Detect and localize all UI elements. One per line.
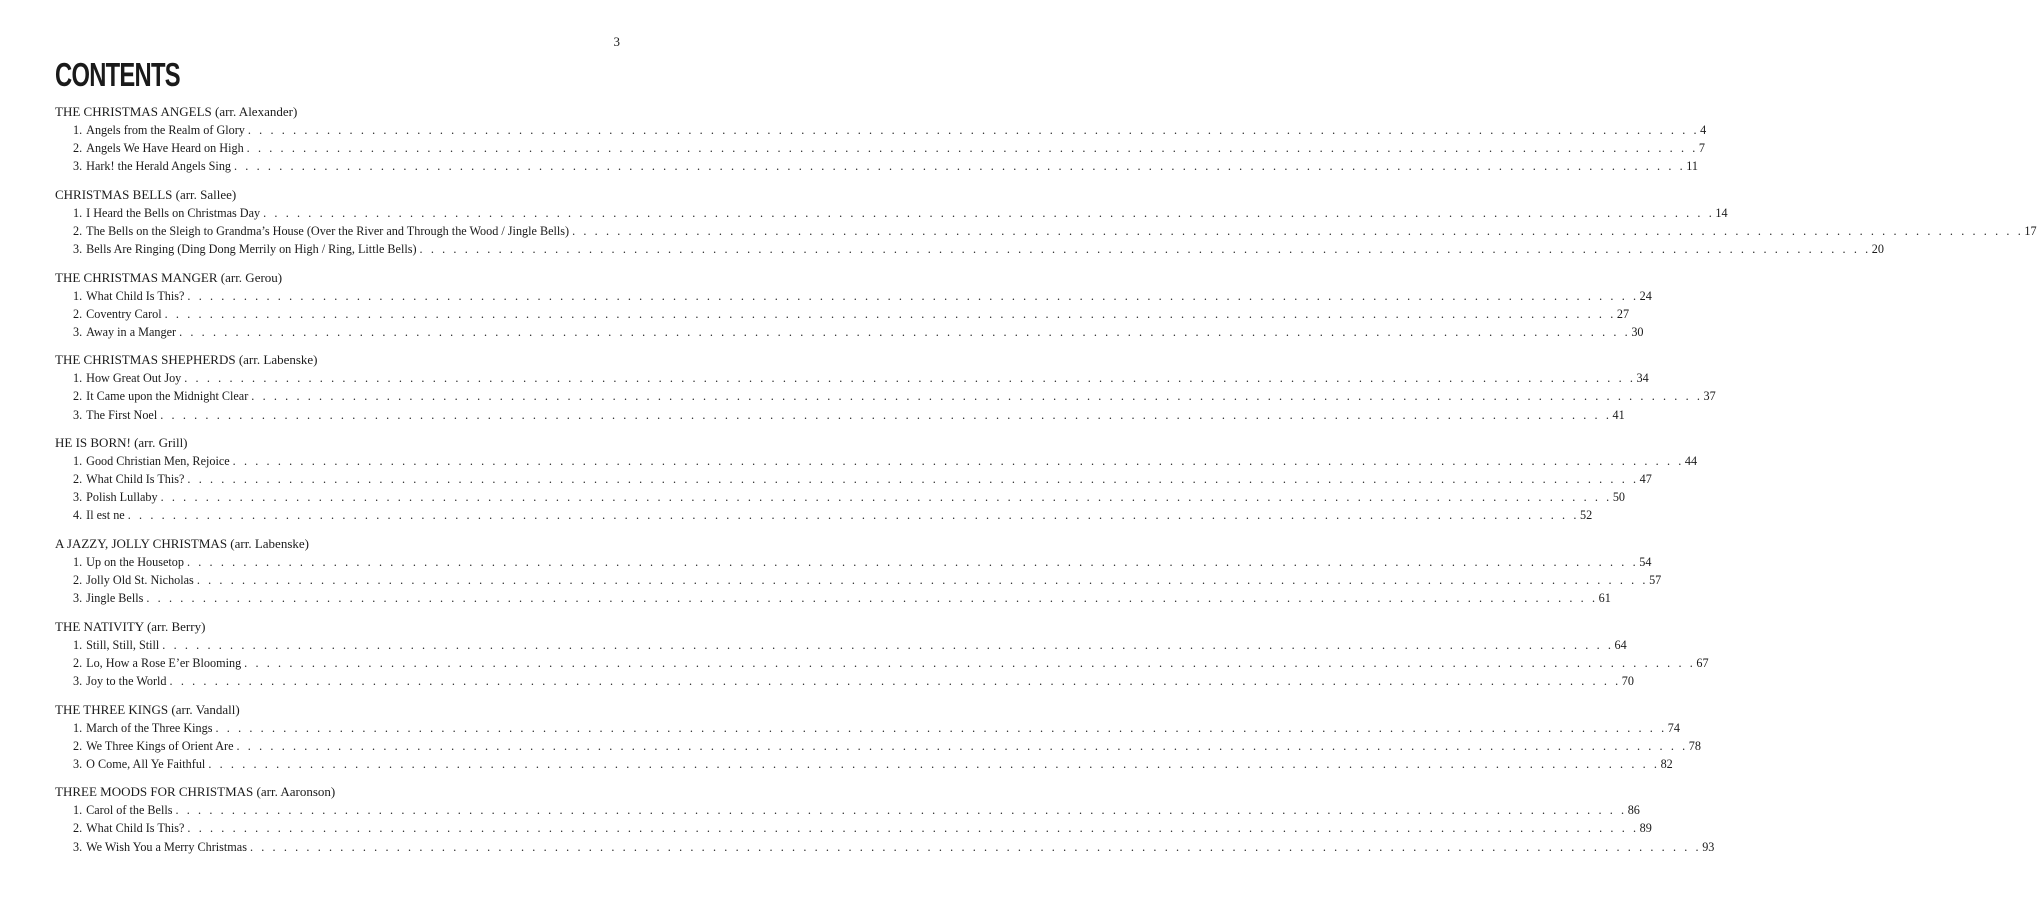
- entry-title: It Came upon the Midnight Clear: [86, 389, 249, 404]
- section-title: THE CHRISTMAS SHEPHERDS (arr. Labenske): [55, 352, 318, 368]
- entry-page: 30: [1631, 324, 1644, 339]
- section-title: CHRISTMAS BELLS (arr. Sallee): [55, 186, 237, 202]
- toc-entry[interactable]: [55, 737, 1701, 755]
- entry-page: 64: [1614, 637, 1627, 652]
- dot-leader: . . . . . . . . . . . . . . . . . . . . . . . . . . . . . . . . . . . . . . . . . . . . . . . . . . . . . . . . . . . . . . . . . . . . . . . . . . . . . . . . . . . . . . . . . . . . . . . . . . . . . . . . . . . . . . . . . . . . . . . . . . . . . . . . .: [263, 205, 1715, 220]
- entry-title: Hark! the Herald Angels Sing: [86, 159, 232, 174]
- dot-leader: . . . . . . . . . . . . . . . . . . . . . . . . . . . . . . . . . . . . . . . . . . . . . . . . . . . . . . . . . . . . . . . . . . . . . . . . . . . . . . . . . . . . . . . . . . . . . . . . . . . . . . . . . . . . . . . . . . . . . . . . . . . . . . . . .: [187, 288, 1639, 303]
- entry-page: 34: [1636, 371, 1649, 386]
- entry-number: 1.: [73, 205, 83, 220]
- toc-entry[interactable]: [55, 838, 1715, 856]
- entry-page: 37: [1703, 389, 1716, 404]
- entry-number: 1.: [73, 454, 83, 469]
- entry-page: 78: [1688, 738, 1701, 753]
- entry-title: March of the Three Kings: [86, 720, 213, 735]
- toc-entry[interactable]: [55, 287, 1652, 305]
- entry-page: 82: [1660, 756, 1673, 771]
- dot-leader: . . . . . . . . . . . . . . . . . . . . . . . . . . . . . . . . . . . . . . . . . . . . . . . . . . . . . . . . . . . . . . . . . . . . . . . . . . . . . . . . . . . . . . . . . . . . . . . . . . . . . . . . . . . . . . . . . . . . . . . . . . . . . . . . .: [215, 720, 1667, 735]
- entry-title: What Child Is This?: [86, 288, 185, 303]
- dot-leader: . . . . . . . . . . . . . . . . . . . . . . . . . . . . . . . . . . . . . . . . . . . . . . . . . . . . . . . . . . . . . . . . . . . . . . . . . . . . . . . . . . . . . . . . . . . . . . . . . . . . . . . . . . . . . . . . . . . . . . . . . . . . . . . . .: [249, 839, 1702, 854]
- toc-section: [55, 701, 1701, 773]
- entry-title: Still, Still, Still: [86, 637, 160, 652]
- dot-leader: . . . . . . . . . . . . . . . . . . . . . . . . . . . . . . . . . . . . . . . . . . . . . . . . . . . . . . . . . . . . . . . . . . . . . . . . . . . . . . . . . . . . . . . . . . . . . . . . . . . . . . . . . . . . . . . . . . . . . . . . . . . . . . . . .: [169, 673, 1621, 688]
- entry-number: 2.: [73, 738, 83, 753]
- dot-leader: . . . . . . . . . . . . . . . . . . . . . . . . . . . . . . . . . . . . . . . . . . . . . . . . . . . . . . . . . . . . . . . . . . . . . . . . . . . . . . . . . . . . . . . . . . . . . . . . . . . . . . . . . . . . . . . . . . . . . . . . . . . . . . . . .: [187, 472, 1639, 487]
- entry-page: 61: [1598, 591, 1611, 606]
- dot-leader: . . . . . . . . . . . . . . . . . . . . . . . . . . . . . . . . . . . . . . . . . . . . . . . . . . . . . . . . . . . . . . . . . . . . . . . . . . . . . . . . . . . . . . . . . . . . . . . . . . . . . . . . . . . . . . . . . . . . . . . . . . . . . . . . .: [244, 655, 1696, 670]
- entry-title: What Child Is This?: [86, 472, 185, 487]
- toc-entry[interactable]: [55, 204, 1728, 222]
- entry-number: 1.: [73, 371, 83, 386]
- section-title: THE CHRISTMAS MANGER (arr. Gerou): [55, 269, 283, 285]
- entry-page: 47: [1639, 472, 1652, 487]
- entry-page: 4: [1700, 123, 1707, 137]
- entry-number: 1.: [73, 637, 83, 652]
- dot-leader: . . . . . . . . . . . . . . . . . . . . . . . . . . . . . . . . . . . . . . . . . . . . . . . . . . . . . . . . . . . . . . . . . . . . . . . . . . . . . . . . . . . . . . . . . . . . . . . . . . . . . . . . . . . . . . . . . . . . . . . . . . . . . . . . .: [247, 123, 1700, 137]
- dot-leader: . . . . . . . . . . . . . . . . . . . . . . . . . . . . . . . . . . . . . . . . . . . . . . . . . . . . . . . . . . . . . . . . . . . . . . . . . . . . . . . . . . . . . . . . . . . . . . . . . . . . . . . . . . . . . . . . . . . . . . . . . . . . . . . . .: [251, 389, 1703, 404]
- entry-number: 1.: [73, 123, 83, 137]
- toc-section: [55, 783, 1715, 855]
- entry-number: 3.: [73, 839, 83, 854]
- toc-entry[interactable]: [55, 369, 1649, 387]
- entry-page: 11: [1686, 159, 1699, 174]
- toc-entry[interactable]: [55, 139, 1706, 157]
- entry-title: Up on the Housetop: [86, 555, 184, 569]
- entry-number: 4.: [73, 508, 83, 523]
- table-of-contents: [55, 103, 2037, 866]
- entry-page: 44: [1684, 454, 1698, 469]
- entry-title: O Come, All Ye Faithful: [86, 756, 206, 771]
- section-title: THE THREE KINGS (arr. Vandall): [55, 701, 240, 717]
- toc-entry[interactable]: [55, 719, 1680, 737]
- dot-leader: . . . . . . . . . . . . . . . . . . . . . . . . . . . . . . . . . . . . . . . . . . . . . . . . . . . . . . . . . . . . . . . . . . . . . . . . . . . . . . . . . . . . . . . . . . . . . . . . . . . . . . . . . . . . . . . . . . . . . . . . . . . . . . . . .: [146, 591, 1598, 606]
- entry-title: We Three Kings of Orient Are: [86, 738, 234, 753]
- toc-section: [55, 434, 1698, 524]
- entry-title: Lo, How a Rose E’er Blooming: [86, 655, 242, 670]
- toc-entry[interactable]: [55, 470, 1652, 488]
- toc-section: [55, 535, 1662, 607]
- toc-entry[interactable]: [55, 654, 1709, 672]
- toc-entry[interactable]: [55, 240, 1884, 258]
- dot-leader: . . . . . . . . . . . . . . . . . . . . . . . . . . . . . . . . . . . . . . . . . . . . . . . . . . . . . . . . . . . . . . . . . . . . . . . . . . . . . . . . . . . . . . . . . . . . . . . . . . . . . . . . . . . . . . . . . . . . . . . . . . . . . . . . .: [160, 407, 1612, 422]
- dot-leader: . . . . . . . . . . . . . . . . . . . . . . . . . . . . . . . . . . . . . . . . . . . . . . . . . . . . . . . . . . . . . . . . . . . . . . . . . . . . . . . . . . . . . . . . . . . . . . . . . . . . . . . . . . . . . . . . . . . . . . . . . . . . . . . . .: [196, 573, 1649, 588]
- entry-title: Good Christian Men, Rejoice: [86, 454, 230, 469]
- entry-page: 41: [1612, 407, 1625, 422]
- entry-title: I Heard the Bells on Christmas Day: [86, 205, 261, 220]
- toc-entry[interactable]: [55, 157, 1699, 175]
- entry-title: Jingle Bells: [86, 591, 144, 606]
- toc-entry[interactable]: [55, 571, 1662, 589]
- page-number: 3: [613, 34, 620, 49]
- toc-section: [55, 618, 1709, 690]
- entry-title: How Great Out Joy: [86, 371, 182, 386]
- entry-number: 3.: [73, 407, 83, 422]
- toc-entry[interactable]: [55, 222, 2037, 240]
- entry-page: 93: [1702, 839, 1715, 854]
- entry-title: The First Noel: [86, 407, 158, 422]
- entry-title: Jolly Old St. Nicholas: [86, 573, 194, 588]
- dot-leader: . . . . . . . . . . . . . . . . . . . . . . . . . . . . . . . . . . . . . . . . . . . . . . . . . . . . . . . . . . . . . . . . . . . . . . . . . . . . . . . . . . . . . . . . . . . . . . . . . . . . . . . . . . . . . . . . . . . . . . . . . . . . . . . . .: [184, 371, 1636, 386]
- entry-title: The Bells on the Sleigh to Grandma’s House (Over the River and Through the Wood / Jingle Bells): [86, 223, 570, 238]
- dot-leader: . . . . . . . . . . . . . . . . . . . . . . . . . . . . . . . . . . . . . . . . . . . . . . . . . . . . . . . . . . . . . . . . . . . . . . . . . . . . . . . . . . . . . . . . . . . . . . . . . . . . . . . . . . . . . . . . . . . . . . . . . . . . . . . . .: [186, 555, 1639, 569]
- dot-leader: . . . . . . . . . . . . . . . . . . . . . . . . . . . . . . . . . . . . . . . . . . . . . . . . . . . . . . . . . . . . . . . . . . . . . . . . . . . . . . . . . . . . . . . . . . . . . . . . . . . . . . . . . . . . . . . . . . . . . . . . . . . . . . . . .: [572, 223, 2024, 238]
- entry-page: 27: [1616, 306, 1630, 321]
- entry-number: 2.: [73, 306, 83, 321]
- entry-title: Carol of the Bells: [86, 803, 173, 818]
- entry-number: 2.: [73, 141, 83, 156]
- dot-leader: . . . . . . . . . . . . . . . . . . . . . . . . . . . . . . . . . . . . . . . . . . . . . . . . . . . . . . . . . . . . . . . . . . . . . . . . . . . . . . . . . . . . . . . . . . . . . . . . . . . . . . . . . . . . . . . . . . . . . . . . . . . . . . . . .: [236, 738, 1688, 753]
- entry-title: We Wish You a Merry Christmas: [86, 839, 247, 854]
- dot-leader: . . . . . . . . . . . . . . . . . . . . . . . . . . . . . . . . . . . . . . . . . . . . . . . . . . . . . . . . . . . . . . . . . . . . . . . . . . . . . . . . . . . . . . . . . . . . . . . . . . . . . . . . . . . . . . . . . . . . . . . . . . . . . . . . .: [164, 306, 1616, 321]
- entry-number: 3.: [73, 756, 83, 771]
- dot-leader: . . . . . . . . . . . . . . . . . . . . . . . . . . . . . . . . . . . . . . . . . . . . . . . . . . . . . . . . . . . . . . . . . . . . . . . . . . . . . . . . . . . . . . . . . . . . . . . . . . . . . . . . . . . . . . . . . . . . . . . . . . . . . . . . .: [127, 508, 1579, 523]
- entry-number: 3.: [73, 159, 83, 174]
- dot-leader: . . . . . . . . . . . . . . . . . . . . . . . . . . . . . . . . . . . . . . . . . . . . . . . . . . . . . . . . . . . . . . . . . . . . . . . . . . . . . . . . . . . . . . . . . . . . . . . . . . . . . . . . . . . . . . . . . . . . . . . . . . . . . . . . .: [208, 756, 1660, 771]
- entry-number: 2.: [73, 655, 83, 670]
- entry-number: 1.: [73, 803, 83, 818]
- entry-page: 24: [1639, 288, 1652, 303]
- toc-entry[interactable]: [55, 553, 1652, 571]
- toc-section: [55, 351, 1716, 423]
- toc-entry[interactable]: [55, 819, 1652, 837]
- entry-title: Angels from the Realm of Glory: [86, 123, 245, 137]
- toc-entry[interactable]: [55, 323, 1644, 341]
- entry-page: 20: [1871, 241, 1884, 256]
- entry-number: 2.: [73, 573, 83, 588]
- entry-page: 52: [1579, 508, 1593, 523]
- entry-number: 1.: [73, 288, 83, 303]
- entry-page: 54: [1639, 555, 1652, 569]
- toc-entry[interactable]: [55, 755, 1673, 773]
- section-title: THE NATIVITY (arr. Berry): [55, 618, 206, 634]
- toc-entry[interactable]: [55, 121, 1707, 139]
- entry-title: What Child Is This?: [86, 821, 185, 836]
- toc-entry[interactable]: [55, 636, 1627, 654]
- entry-number: 1.: [73, 555, 83, 569]
- entry-number: 3.: [73, 241, 83, 256]
- entry-page: 74: [1667, 720, 1680, 735]
- entry-number: 2.: [73, 472, 83, 487]
- toc-entry[interactable]: [55, 406, 1625, 424]
- toc-section: [55, 269, 1652, 341]
- entry-title: Polish Lullaby: [86, 490, 158, 505]
- section-title: A JAZZY, JOLLY CHRISTMAS (arr. Labenske): [55, 536, 309, 551]
- toc-entry[interactable]: [55, 506, 1593, 524]
- entry-page: 70: [1621, 673, 1634, 688]
- entry-number: 3.: [73, 324, 83, 339]
- entry-title: Il est ne: [86, 508, 125, 523]
- page-title: CONTENTS: [55, 56, 180, 93]
- dot-leader: . . . . . . . . . . . . . . . . . . . . . . . . . . . . . . . . . . . . . . . . . . . . . . . . . . . . . . . . . . . . . . . . . . . . . . . . . . . . . . . . . . . . . . . . . . . . . . . . . . . . . . . . . . . . . . . . . . . . . . . . . . . . . . . . .: [160, 490, 1612, 505]
- toc-entry[interactable]: [55, 801, 1640, 819]
- toc-entry[interactable]: [55, 672, 1634, 690]
- entry-number: 1.: [73, 720, 83, 735]
- dot-leader: . . . . . . . . . . . . . . . . . . . . . . . . . . . . . . . . . . . . . . . . . . . . . . . . . . . . . . . . . . . . . . . . . . . . . . . . . . . . . . . . . . . . . . . . . . . . . . . . . . . . . . . . . . . . . . . . . . . . . . . . . . . . . . . . .: [162, 637, 1614, 652]
- entry-title: Away in a Manger: [86, 324, 177, 339]
- toc-section: [55, 186, 2037, 258]
- entry-page: 86: [1627, 803, 1640, 818]
- section-title: THREE MOODS FOR CHRISTMAS (arr. Aaronson): [55, 784, 336, 800]
- dot-leader: . . . . . . . . . . . . . . . . . . . . . . . . . . . . . . . . . . . . . . . . . . . . . . . . . . . . . . . . . . . . . . . . . . . . . . . . . . . . . . . . . . . . . . . . . . . . . . . . . . . . . . . . . . . . . . . . . . . . . . . . . . . . . . . . .: [234, 159, 1686, 174]
- entry-page: 17: [2024, 223, 2037, 238]
- entry-title: Angels We Have Heard on High: [86, 141, 244, 156]
- entry-number: 3.: [73, 591, 83, 606]
- toc-entry[interactable]: [55, 452, 1698, 470]
- entry-page: 67: [1696, 655, 1709, 670]
- entry-page: 14: [1715, 205, 1728, 220]
- toc-section: [55, 103, 1707, 175]
- dot-leader: . . . . . . . . . . . . . . . . . . . . . . . . . . . . . . . . . . . . . . . . . . . . . . . . . . . . . . . . . . . . . . . . . . . . . . . . . . . . . . . . . . . . . . . . . . . . . . . . . . . . . . . . . . . . . . . . . . . . . . . . . . . . . . . . .: [246, 141, 1698, 156]
- entry-page: 89: [1639, 821, 1652, 836]
- dot-leader: . . . . . . . . . . . . . . . . . . . . . . . . . . . . . . . . . . . . . . . . . . . . . . . . . . . . . . . . . . . . . . . . . . . . . . . . . . . . . . . . . . . . . . . . . . . . . . . . . . . . . . . . . . . . . . . . . . . . . . . . . . . . . . . . .: [187, 821, 1639, 836]
- toc-entry[interactable]: [55, 589, 1611, 607]
- dot-leader: . . . . . . . . . . . . . . . . . . . . . . . . . . . . . . . . . . . . . . . . . . . . . . . . . . . . . . . . . . . . . . . . . . . . . . . . . . . . . . . . . . . . . . . . . . . . . . . . . . . . . . . . . . . . . . . . . . . . . . . . . . . . . . . . .: [232, 454, 1684, 469]
- entry-number: 2.: [73, 821, 83, 836]
- entry-page: 7: [1698, 141, 1706, 156]
- entry-title: Coventry Carol: [86, 306, 162, 321]
- dot-leader: . . . . . . . . . . . . . . . . . . . . . . . . . . . . . . . . . . . . . . . . . . . . . . . . . . . . . . . . . . . . . . . . . . . . . . . . . . . . . . . . . . . . . . . . . . . . . . . . . . . . . . . . . . . . . . . . . . . . . . . . . . . . . . . . .: [419, 241, 1871, 256]
- toc-entry[interactable]: [55, 488, 1626, 506]
- entry-title: Bells Are Ringing (Ding Dong Merrily on High / Ring, Little Bells): [86, 241, 417, 256]
- toc-entry[interactable]: [55, 305, 1630, 323]
- dot-leader: . . . . . . . . . . . . . . . . . . . . . . . . . . . . . . . . . . . . . . . . . . . . . . . . . . . . . . . . . . . . . . . . . . . . . . . . . . . . . . . . . . . . . . . . . . . . . . . . . . . . . . . . . . . . . . . . . . . . . . . . . . . . . . . . .: [175, 803, 1627, 818]
- entry-page: 57: [1649, 573, 1662, 588]
- section-title: THE CHRISTMAS ANGELS (arr. Alexander): [55, 104, 298, 119]
- entry-title: Joy to the World: [86, 673, 167, 688]
- entry-number: 2.: [73, 223, 83, 238]
- entry-number: 3.: [73, 490, 83, 505]
- entry-number: 2.: [73, 389, 83, 404]
- entry-page: 50: [1612, 490, 1626, 505]
- dot-leader: . . . . . . . . . . . . . . . . . . . . . . . . . . . . . . . . . . . . . . . . . . . . . . . . . . . . . . . . . . . . . . . . . . . . . . . . . . . . . . . . . . . . . . . . . . . . . . . . . . . . . . . . . . . . . . . . . . . . . . . . . . . . . . . . .: [179, 324, 1631, 339]
- toc-entry[interactable]: [55, 387, 1716, 405]
- entry-number: 3.: [73, 673, 83, 688]
- section-title: HE IS BORN! (arr. Grill): [55, 435, 188, 451]
